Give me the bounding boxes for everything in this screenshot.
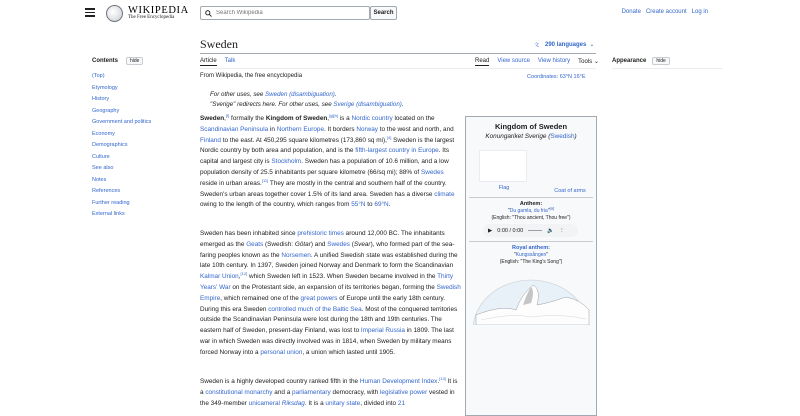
appearance-hide-button[interactable]: hide bbox=[652, 57, 669, 65]
article-link[interactable]: Norway bbox=[356, 125, 378, 133]
tools-label: Tools bbox=[578, 59, 593, 65]
article-link[interactable]: great powers bbox=[300, 294, 338, 302]
article-link[interactable]: Swedish Empire bbox=[200, 283, 461, 302]
article-paragraph-history: Sweden has been inhabited since prehistoric times around 12,000 BC. The inhabitants emerged as the Geats (Swedish: Götar) and Swedes (Svear), who formed part of the sea-faring peoples known as the Norsemen. A unified Swedish state was established during the late 10th century. In 1397, Sweden joined Norway and Denmark to form the Scandinavian Kalmar Union,[12] which Sweden left in 1523. When Sweden became involved in the Thirty Years' War on the Protestant side, an expansion of its territories began, forming the Swedish Empire, which remained one of the great powers of Europe until the early 18th century. During this era Sweden controlled much of the Baltic Sea. Most of the conquered territories outside the Scandinavian Peninsula were lost during the 18th and 19th centuries. The eastern half of Sweden, present-day Finland, was lost to Imperial Russia in 1809. The last war in which Sweden was directly involved was in 1814, when Sweden by military means forced Norway into a personal union, a union which lasted until 1905. bbox=[200, 230, 461, 356]
toc-item[interactable]: Etymology bbox=[92, 84, 118, 91]
toc-item[interactable]: (Top) bbox=[92, 73, 105, 79]
anthem-name: "Du gamla, du fria"[a] bbox=[507, 205, 555, 214]
article-link[interactable]: Thirty Years' War bbox=[200, 273, 454, 291]
coat-of-arms-link[interactable]: Coat of arms bbox=[554, 188, 586, 194]
infobox-separator bbox=[469, 197, 593, 198]
toc-item[interactable]: Government and politics bbox=[92, 119, 152, 125]
tab-article[interactable]: Article bbox=[200, 58, 217, 64]
tab-view-source[interactable]: View source bbox=[497, 58, 530, 64]
infobox bbox=[465, 116, 597, 416]
toc-item[interactable]: Demographics bbox=[92, 142, 128, 148]
hatnote-text: . bbox=[334, 91, 337, 98]
article-paragraph-politics: Sweden is a highly developed country ranked fifth in the Human Development Index.[13] It is a constitutional monarchy and a parliamentary democracy, with legislative power vested in the 349-member unicameral Riksdag. It is a unitary state, divided into 21 bbox=[200, 375, 458, 407]
site-subtitle: From Wikipedia, the free encyclopedia bbox=[200, 73, 303, 79]
toc-item[interactable]: Notes bbox=[92, 176, 107, 183]
wikipedia-globe-logo[interactable] bbox=[106, 5, 123, 22]
tab-view-history[interactable]: View history bbox=[537, 58, 571, 64]
native-lang-link[interactable]: Swedish bbox=[550, 133, 575, 140]
tabs-divider bbox=[200, 68, 596, 69]
article-link[interactable]: Norsemen bbox=[281, 251, 311, 259]
article-link[interactable]: Scandinavian Peninsula bbox=[200, 125, 269, 133]
article-link[interactable]: controlled much of the Baltic Sea bbox=[268, 305, 362, 313]
search-box[interactable] bbox=[200, 6, 370, 20]
article-link[interactable]: Human Development Index bbox=[359, 378, 438, 385]
anthem-english: (English: "Thou ancient, Thou free") bbox=[491, 215, 571, 221]
player-time: 0:00 / 0:00 bbox=[497, 227, 524, 234]
article-link[interactable]: 55°N bbox=[351, 201, 366, 209]
royal-anthem-label bbox=[466, 245, 596, 251]
article-link[interactable]: prehistoric times bbox=[297, 230, 344, 237]
location-map-globe[interactable] bbox=[471, 275, 591, 325]
hatnote bbox=[210, 91, 337, 98]
toc-item[interactable]: Economy bbox=[92, 130, 115, 137]
article-link[interactable]: climate bbox=[434, 190, 455, 198]
user-links bbox=[622, 9, 708, 15]
hatnote-link[interactable]: Sverige (disambiguation) bbox=[333, 101, 402, 108]
hatnote-link[interactable]: Sweden (disambiguation) bbox=[265, 91, 335, 98]
appearance-label: Appearance bbox=[612, 58, 647, 64]
article-link[interactable]: Swedes bbox=[327, 240, 350, 248]
toc-item[interactable]: Geography bbox=[92, 107, 120, 114]
article-link[interactable]: 69°N bbox=[374, 201, 389, 209]
toc-item[interactable]: See also bbox=[92, 165, 114, 171]
namespace-tabs bbox=[200, 58, 235, 66]
toc-item[interactable]: References bbox=[92, 188, 121, 194]
language-icon bbox=[534, 41, 542, 48]
page-title: Sweden bbox=[200, 37, 238, 51]
toc-item[interactable]: History bbox=[92, 96, 110, 102]
log-in-link[interactable]: Log in bbox=[691, 9, 708, 15]
donate-link[interactable]: Donate bbox=[621, 9, 641, 15]
volume-icon[interactable]: 🔈 bbox=[547, 227, 555, 234]
article-link[interactable]: Imperial Russia bbox=[360, 327, 405, 335]
toc-heading: Contents bbox=[92, 58, 118, 64]
toc-item[interactable]: Further reading bbox=[92, 199, 130, 206]
flag-image[interactable] bbox=[479, 150, 527, 182]
tab-talk[interactable]: Talk bbox=[224, 58, 236, 64]
toc-hide-button[interactable]: hide bbox=[126, 57, 143, 65]
article-link[interactable]: Geats bbox=[246, 240, 264, 248]
flag-link[interactable]: Flag bbox=[498, 185, 510, 191]
hatnote bbox=[210, 101, 404, 108]
view-tabs bbox=[475, 58, 599, 66]
native-name-text: Konungariket Sverige bbox=[485, 133, 547, 140]
article-link[interactable]: Nordic country bbox=[351, 115, 393, 122]
article-link[interactable]: parliamentary bbox=[292, 388, 331, 396]
infobox-native-name: Konungariket Sverige (Swedish) bbox=[485, 133, 577, 140]
anthem-link[interactable]: Du gamla, du fria bbox=[509, 208, 548, 214]
title-divider bbox=[200, 53, 596, 54]
article-link[interactable]: legislative power bbox=[380, 388, 428, 396]
search-button[interactable]: Search bbox=[370, 6, 397, 20]
article-link[interactable]: Finland bbox=[200, 136, 221, 144]
chevron-down-icon: ⌄ bbox=[589, 42, 595, 48]
language-selector[interactable] bbox=[534, 41, 594, 48]
wikipedia-tagline: The Free Encyclopedia bbox=[128, 15, 175, 20]
play-icon[interactable]: ▶ bbox=[488, 227, 493, 234]
article-link[interactable]: Stockholm bbox=[271, 158, 302, 166]
language-count[interactable]: 290 languages bbox=[545, 41, 587, 48]
article-link[interactable]: fifth-largest country in Europe bbox=[355, 147, 439, 155]
article-link[interactable]: 21 bbox=[397, 399, 406, 407]
infobox-separator bbox=[469, 241, 593, 242]
search-icon bbox=[205, 10, 212, 17]
hatnote-text: "Sverige" redirects here. For other uses, see bbox=[210, 101, 334, 108]
table-of-contents bbox=[92, 57, 192, 221]
article-link[interactable]: constitutional monarchy bbox=[205, 388, 273, 396]
more-options-icon[interactable]: ⋮ bbox=[559, 227, 565, 234]
royal-anthem-title-link[interactable]: Kungssången bbox=[515, 252, 547, 258]
audio-player bbox=[483, 224, 578, 237]
hatnote-text: . bbox=[401, 101, 404, 108]
hatnote-text: For other uses, see bbox=[210, 91, 266, 98]
royal-anthem-name: "Kungssången" bbox=[513, 252, 549, 258]
article-link[interactable]: Kalmar Union bbox=[200, 273, 239, 281]
progress-slider[interactable] bbox=[528, 230, 542, 232]
article-link[interactable]: personal union bbox=[260, 348, 303, 356]
infobox-title: Kingdom of Sweden bbox=[494, 122, 568, 131]
article-link[interactable]: unicameral Riksdag bbox=[248, 399, 305, 407]
appearance-divider bbox=[612, 68, 722, 69]
toc-item[interactable]: Culture bbox=[92, 153, 110, 160]
search-input[interactable] bbox=[216, 10, 356, 16]
appearance-panel bbox=[612, 57, 670, 65]
wikipedia-wordmark[interactable]: WIKIPEDIA bbox=[128, 5, 189, 16]
main-menu-icon[interactable] bbox=[85, 8, 95, 17]
toc-item[interactable]: External links bbox=[92, 211, 125, 217]
royal-anthem-english: (English: "The King's Song") bbox=[499, 259, 563, 265]
tab-read[interactable]: Read bbox=[475, 58, 490, 64]
tools-menu[interactable]: Tools ⌄ bbox=[578, 59, 599, 65]
article-link[interactable]: unitary state bbox=[325, 399, 361, 407]
article-paragraph-lead: Sweden,[f] formally the Kingdom of Sweden,[g][h] is a Nordic country located on the Scandinavian Peninsula in Northern Europe. It borders Norway to the west and north, and Finland to the east. At 450,295 square kilometres (173,860 sq mi),[4] Sweden is the largest Nordic country by both area and population, and is the fifth-largest country in Europe. Its capital and largest city is Stockholm. Sweden has a population of 10.6 million, and a low population density of 25.5 inhabitants per square kilometre (66/sq mi); 88% of Swedes reside in urban areas.[11] They are mostly in the central and southern half of the country. Sweden's urban areas together cover 1.5% of its land area. Sweden has a diverse climate owing to the length of the country, which ranges from 55°N to 69°N. bbox=[200, 112, 455, 209]
royal-anthem-link[interactable]: Royal anthem: bbox=[512, 245, 550, 251]
article-link[interactable]: Northern Europe bbox=[276, 125, 324, 133]
create-account-link[interactable]: Create account bbox=[645, 9, 687, 15]
svg-text:文: 文 bbox=[534, 42, 540, 48]
article-link[interactable]: Swedes bbox=[420, 168, 444, 176]
coordinates-link[interactable]: Coordinates: 63°N 16°E bbox=[527, 74, 586, 80]
anthem-label: Anthem: bbox=[519, 201, 543, 207]
